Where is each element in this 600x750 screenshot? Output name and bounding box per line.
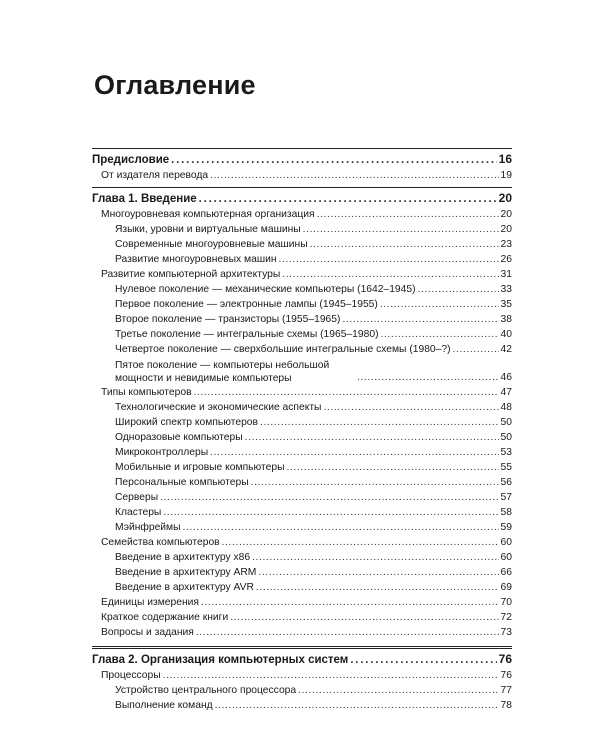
toc-entry[interactable]: Мэйнфреймы ..... 59	[92, 520, 512, 535]
toc-entry[interactable]: Выполнение команд ..... 78	[92, 698, 512, 713]
toc-entry[interactable]: Одноразовые компьютеры ..... 50	[92, 430, 512, 445]
toc-entry[interactable]: Кластеры ..... 58	[92, 505, 512, 520]
toc-entry[interactable]: Второе поколение — транзисторы (1955–1965) ..... 38	[92, 312, 512, 327]
toc-entry[interactable]: Нулевое поколение — механические компьютеры (1642–1945) ..... 33	[92, 282, 512, 297]
toc-entry[interactable]: Краткое содержание книги ..... 72	[92, 610, 512, 625]
toc-entry[interactable]: Процессоры ..... 76	[92, 668, 512, 683]
toc-entry[interactable]: Пятое поколение — компьютеры небольшой мощности и невидимые компьютеры ..... 46	[92, 357, 512, 385]
toc-entry[interactable]: Развитие компьютерной архитектуры ..... 31	[92, 267, 512, 282]
table-of-contents	[92, 148, 512, 713]
toc-entry[interactable]: Серверы ..... 57	[92, 490, 512, 505]
toc-entry[interactable]: Мобильные и игровые компьютеры ..... 55	[92, 460, 512, 475]
toc-entry[interactable]: Широкий спектр компьютеров ..... 50	[92, 415, 512, 430]
toc-entry[interactable]: Многоуровневая компьютерная организация ..... 20	[92, 207, 512, 222]
toc-entry[interactable]: Четвертое поколение — сверхбольшие интегральные схемы (1980–?) ..... 42	[92, 342, 512, 357]
toc-entry[interactable]: Введение в архитектуру x86 ..... 60	[92, 550, 512, 565]
toc-entry[interactable]: Третье поколение — интегральные схемы (1965–1980) ..... 40	[92, 327, 512, 342]
toc-entry[interactable]: Семейства компьютеров ..... 60	[92, 535, 512, 550]
toc-entry[interactable]: Технологические и экономические аспекты ..... 48	[92, 400, 512, 415]
toc-entry[interactable]: От издателя перевода ..... 19	[92, 168, 512, 183]
toc-entry[interactable]: Типы компьютеров ..... 47	[92, 385, 512, 400]
toc-entry[interactable]: Первое поколение — электронные лампы (1945–1955) ..... 35	[92, 297, 512, 312]
page-title: Оглавление	[94, 70, 256, 100]
toc-entry[interactable]: Устройство центрального процессора ..... 77	[92, 683, 512, 698]
toc-entry[interactable]: Современные многоуровневые машины ..... 23	[92, 237, 512, 252]
toc-entry[interactable]: Введение в архитектуру AVR ..... 69	[92, 580, 512, 595]
toc-entry[interactable]: Языки, уровни и виртуальные машины ..... 20	[92, 222, 512, 237]
toc-entry[interactable]: Единицы измерения ..... 70	[92, 595, 512, 610]
toc-entry-preface[interactable]: Предисловие ..... 16	[92, 149, 512, 168]
toc-entry[interactable]: Развитие многоуровневых машин ..... 26	[92, 252, 512, 267]
toc-entry[interactable]: Микроконтроллеры ..... 53	[92, 445, 512, 460]
toc-entry[interactable]: Вопросы и задания ..... 73	[92, 625, 512, 640]
toc-entry-chapter-1[interactable]: Глава 1. Введение ..... 20	[92, 188, 512, 207]
toc-entry[interactable]: Персональные компьютеры ..... 56	[92, 475, 512, 490]
toc-entry[interactable]: Введение в архитектуру ARM ..... 66	[92, 565, 512, 580]
toc-entry-chapter-2[interactable]: Глава 2. Организация компьютерных систем ..... 76	[92, 649, 512, 668]
